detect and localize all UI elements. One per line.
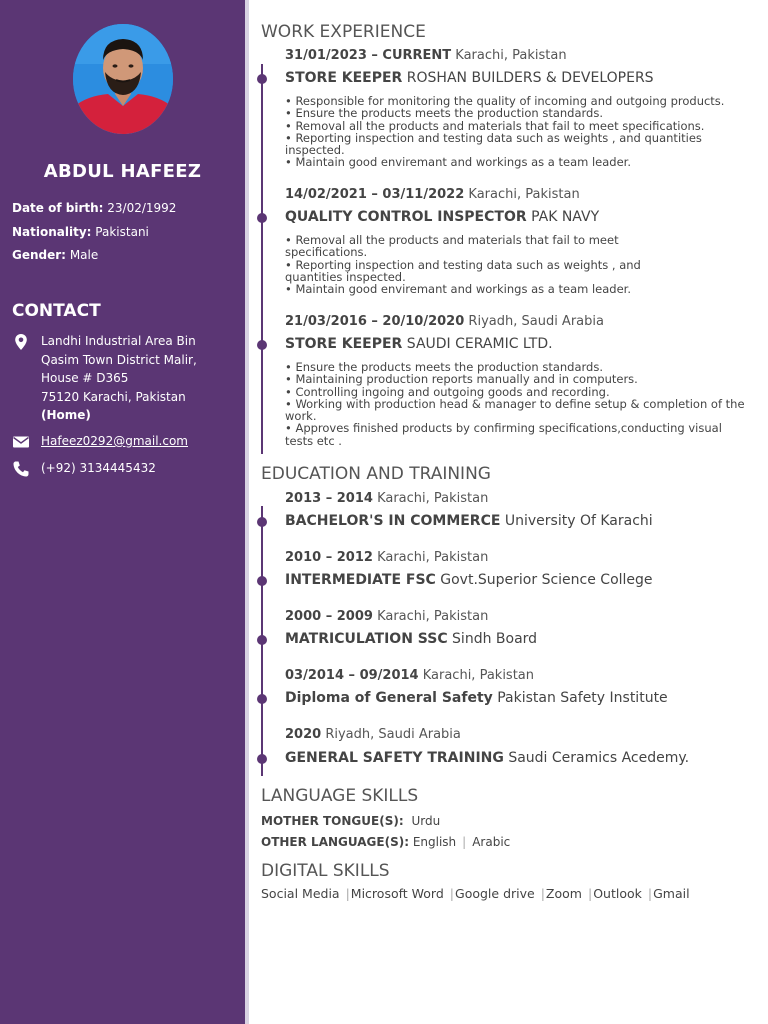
edu-org: Sindh Board	[452, 631, 538, 647]
other-language: English	[412, 835, 457, 849]
edu-date: 2020	[285, 727, 322, 742]
address-line: Qasim Town District Malir,	[41, 352, 197, 367]
separator: |	[587, 886, 593, 901]
separator: |	[540, 886, 545, 901]
timeline-dot	[257, 213, 267, 223]
work-bullets	[285, 95, 745, 169]
edu-title-line	[285, 572, 653, 588]
bullet-item: • Maintain good enviremant and workings as a team leader.	[285, 156, 745, 168]
edu-title: GENERAL SAFETY TRAINING	[285, 750, 504, 766]
edu-date-line	[285, 550, 488, 565]
bullet-item: • Reporting inspection and testing data such as weights , and quantities inspected.	[285, 132, 745, 157]
timeline-dot	[257, 754, 267, 764]
separator: |	[449, 886, 455, 901]
work-title: STORE KEEPER	[285, 70, 403, 86]
work-date-line	[285, 314, 604, 329]
bullet-item: • Ensure the products meets the production standards.	[285, 107, 745, 119]
edu-title: Diploma of General Safety	[285, 690, 493, 706]
edu-title: MATRICULATION SSC	[285, 631, 448, 647]
edu-date-line	[285, 727, 461, 742]
skill-item: Google drive	[455, 886, 535, 901]
work-location: Riyadh, Saudi Arabia	[468, 314, 604, 329]
digital-skills-list	[261, 886, 690, 901]
edu-date-line	[285, 609, 488, 624]
envelope-icon	[12, 433, 30, 451]
work-title-line	[285, 209, 599, 225]
edu-title-line	[285, 513, 653, 529]
profile-photo-image	[73, 24, 173, 134]
work-heading: WORK EXPERIENCE	[261, 22, 426, 42]
address-line: 75120 Karachi, Pakistan	[41, 389, 186, 404]
address-type: (Home)	[41, 408, 91, 422]
bullet-item: • Maintain good enviremant and workings as a team leader.	[285, 283, 655, 295]
work-date-line	[285, 48, 567, 63]
work-org: SAUDI CERAMIC LTD.	[406, 336, 553, 352]
gender-value: Male	[69, 248, 99, 262]
work-location: Karachi, Pakistan	[455, 48, 567, 63]
edu-title: BACHELOR'S IN COMMERCE	[285, 513, 501, 529]
bullet-item: • Working with production head & manager to define setup & completion of the work.	[285, 398, 745, 423]
address-line: Landhi Industrial Area Bin	[41, 334, 196, 348]
timeline-dot	[257, 694, 267, 704]
separator: |	[647, 886, 653, 901]
timeline-dot	[257, 340, 267, 350]
address	[41, 332, 197, 425]
gender-label: Gender:	[12, 248, 66, 262]
edu-org: University Of Karachi	[504, 513, 653, 529]
work-location: Karachi, Pakistan	[468, 187, 580, 202]
mother-tongue-line	[261, 814, 440, 828]
separator: |	[462, 835, 467, 849]
date-of-birth	[12, 201, 176, 216]
edu-org: Govt.Superior Science College	[440, 572, 653, 588]
bullet-item: • Controlling ingoing and outgoing goods and recording.	[285, 386, 745, 398]
edu-date: 03/2014 – 09/2014	[285, 668, 419, 683]
education-heading: EDUCATION AND TRAINING	[261, 464, 491, 484]
work-date: 14/02/2021 – 03/11/2022	[285, 187, 465, 202]
work-bullets	[285, 361, 745, 447]
edu-title-line	[285, 690, 668, 706]
edu-date-line	[285, 491, 488, 506]
work-title: STORE KEEPER	[285, 336, 403, 352]
bullet-item: • Removal all the products and materials that fail to meet specifications.	[285, 234, 655, 259]
language-heading: LANGUAGE SKILLS	[261, 786, 419, 806]
profile-photo	[73, 24, 173, 134]
other-languages-label: OTHER LANGUAGE(S):	[261, 835, 409, 849]
phone-number[interactable]: (+92) 3134445432	[41, 461, 156, 475]
bullet-item: • Removal all the products and materials that fail to meet specifications.	[285, 120, 745, 132]
edu-location: Karachi, Pakistan	[377, 550, 489, 565]
bullet-item: • Maintaining production reports manually and in computers.	[285, 373, 745, 385]
dob-value: 23/02/1992	[107, 201, 177, 215]
other-languages-line	[261, 835, 510, 849]
edu-date: 2013 – 2014	[285, 491, 373, 506]
work-date: 21/03/2016 – 20/10/2020	[285, 314, 465, 329]
contact-heading: CONTACT	[12, 301, 101, 321]
timeline-dot	[257, 74, 267, 84]
work-date-line	[285, 187, 580, 202]
bullet-item: • Reporting inspection and testing data such as weights , and quantities inspected.	[285, 259, 655, 284]
edu-location: Karachi, Pakistan	[422, 668, 535, 683]
nationality-value: Pakistani	[95, 225, 149, 239]
work-title-line	[285, 70, 654, 86]
skill-item: Zoom	[545, 886, 582, 901]
sidebar-divider	[245, 0, 249, 1024]
edu-title-line	[285, 750, 689, 766]
work-date: 31/01/2023 – CURRENT	[285, 48, 452, 63]
skill-item: Microsoft Word	[350, 886, 444, 901]
edu-title-line	[285, 631, 537, 647]
sidebar	[0, 0, 245, 1024]
skill-item: Outlook	[593, 886, 642, 901]
person-name: ABDUL HAFEEZ	[43, 161, 202, 182]
timeline-dot	[257, 576, 267, 586]
nationality	[12, 225, 149, 240]
digital-heading: DIGITAL SKILLS	[261, 861, 390, 881]
timeline-dot	[257, 517, 267, 527]
other-language: Arabic	[472, 835, 511, 849]
skill-item: Gmail	[653, 886, 690, 901]
mother-tongue-label: MOTHER TONGUE(S):	[261, 814, 404, 828]
work-bullets	[285, 234, 655, 295]
work-org: ROSHAN BUILDERS & DEVELOPERS	[406, 70, 654, 86]
dob-label: Date of birth:	[12, 201, 104, 215]
work-timeline	[261, 64, 263, 454]
separator: |	[345, 886, 350, 901]
edu-date: 2000 – 2009	[285, 609, 373, 624]
timeline-dot	[257, 635, 267, 645]
email-link[interactable]: Hafeez0292@gmail.com	[41, 434, 188, 448]
bullet-item: • Responsible for monitoring the quality of incoming and outgoing products.	[285, 95, 745, 107]
location-pin-icon	[12, 333, 30, 351]
bullet-item: • Ensure the products meets the production standards.	[285, 361, 745, 373]
work-title: QUALITY CONTROL INSPECTOR	[285, 209, 527, 225]
mother-tongue-value: Urdu	[411, 814, 441, 828]
edu-location: Karachi, Pakistan	[377, 491, 489, 506]
edu-date: 2010 – 2012	[285, 550, 373, 565]
edu-date-line	[285, 668, 534, 683]
work-org: PAK NAVY	[531, 209, 600, 225]
edu-org: Saudi Ceramics Acedemy.	[508, 750, 690, 766]
edu-location: Karachi, Pakistan	[377, 609, 489, 624]
work-title-line	[285, 336, 553, 352]
phone-icon	[12, 460, 30, 478]
address-line: House # D365	[41, 371, 129, 385]
nationality-label: Nationality:	[12, 225, 92, 239]
edu-org: Pakistan Safety Institute	[497, 690, 668, 706]
bullet-item: • Approves finished products by confirming specifications,conducting visual tests etc .	[285, 422, 745, 447]
gender	[12, 248, 98, 263]
edu-title: INTERMEDIATE FSC	[285, 572, 436, 588]
edu-location: Riyadh, Saudi Arabia	[325, 727, 461, 742]
skill-item: Social Media	[261, 886, 340, 901]
